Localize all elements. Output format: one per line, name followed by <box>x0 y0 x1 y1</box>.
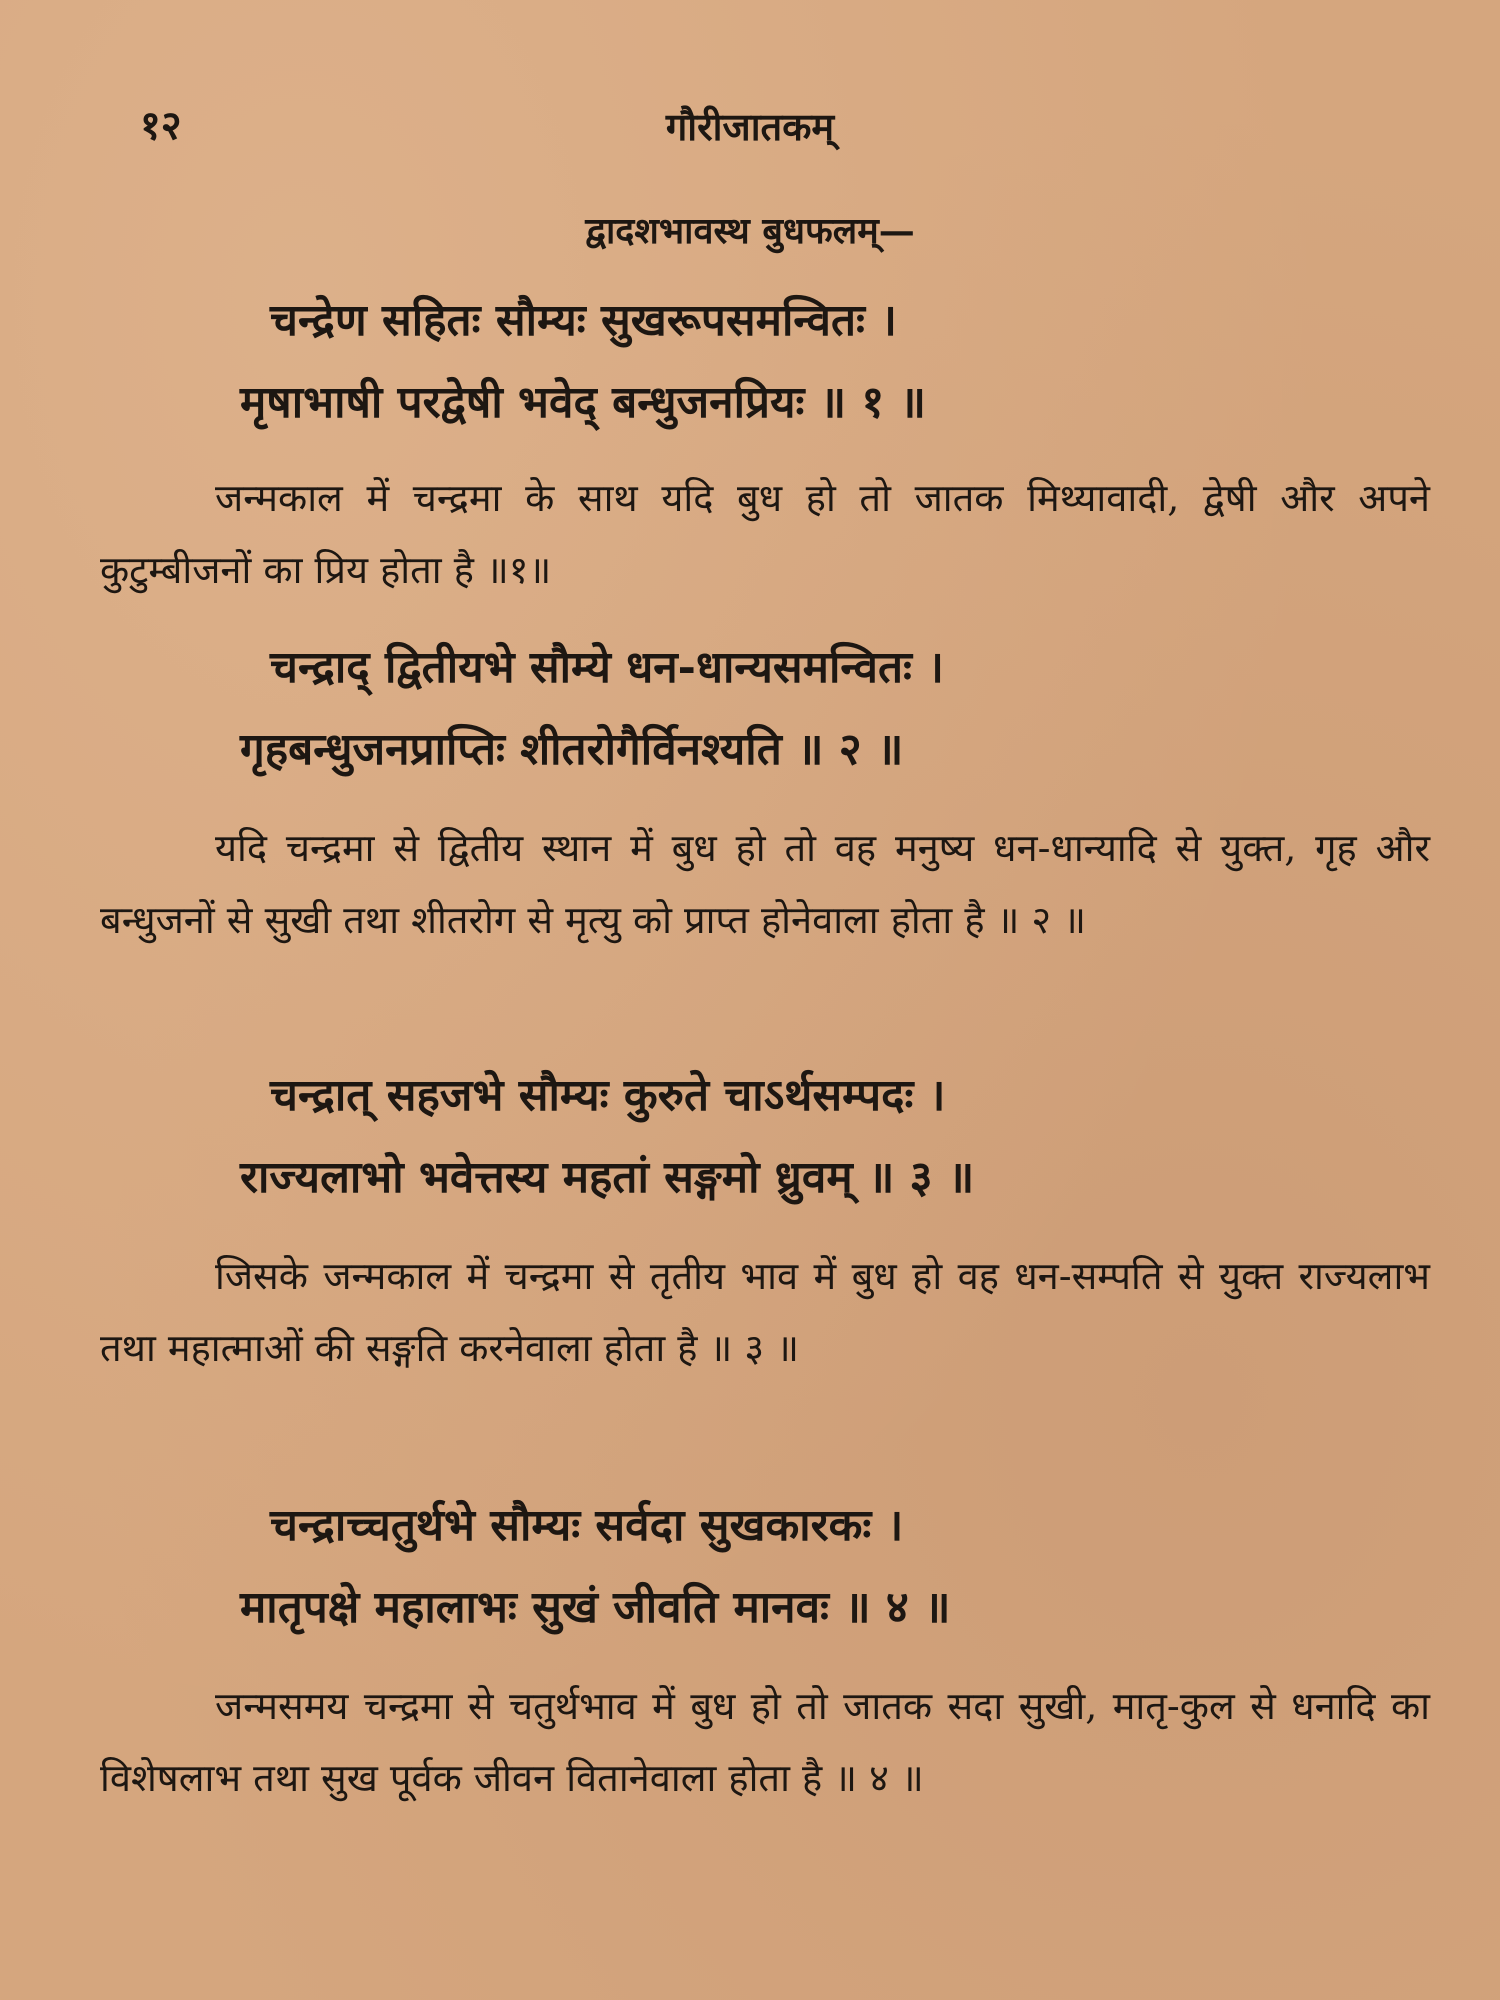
verse-1-line-1: चन्द्रेण सहितः सौम्यः सुखरूपसमन्वितः । <box>270 295 897 346</box>
running-title: गौरीजातकम् <box>665 104 835 149</box>
commentary-1: जन्मकाल में चन्द्रमा के साथ यदि बुध हो तो जातक मिथ्यावादी, द्वेषी और अपने कुटुम्बीजनों का प्रिय होता है ॥१॥ <box>100 476 1430 592</box>
verse-3-line-1: चन्द्रात् सहजभे सौम्यः कुरुते चाऽर्थसम्पदः । <box>270 1070 946 1121</box>
verse-1 <box>240 280 1420 444</box>
verse-3-line-2: राज्यलाभो भवेत्तस्य महतां सङ्गमो ध्रुवम् ॥ ३ ॥ <box>240 1152 975 1203</box>
commentary-3: जिसके जन्मकाल में चन्द्रमा से तृतीय भाव में बुध हो वह धन-सम्पति से युक्त राज्यलाभ तथा महात्माओं की सङ्गति करनेवाला होता है ॥ ३ ॥ <box>100 1254 1430 1370</box>
section-heading: द्वादशभावस्थ बुधफलम्— <box>585 210 915 252</box>
verse-4 <box>240 1485 1420 1649</box>
verse-2-line-2: गृहबन्धुजनप्राप्तिः शीतरोगैर्विनश्यति ॥ २ ॥ <box>240 724 904 775</box>
verse-2 <box>240 627 1420 791</box>
verse-1-line-2: मृषाभाषी परद्वेषी भवेद् बन्धुजनप्रियः ॥ १ ॥ <box>240 377 926 428</box>
verse-2-line-1: चन्द्राद् द्वितीयभे सौम्ये धन-धान्यसमन्वितः । <box>270 642 944 693</box>
verse-3 <box>240 1055 1420 1219</box>
verse-4-line-1: चन्द्राच्चतुर्थभे सौम्यः सर्वदा सुखकारकः । <box>270 1500 904 1551</box>
page-number: १२ <box>140 102 182 149</box>
verse-4-line-2: मातृपक्षे महालाभः सुखं जीवति मानवः ॥ ४ ॥ <box>240 1582 951 1633</box>
commentary-2: यदि चन्द्रमा से द्वितीय स्थान में बुध हो तो वह मनुष्य धन-धान्यादि से युक्त, गृह और बन्धुजनों से सुखी तथा शीतरोग से मृत्यु को प्राप्त होनेवाला होता है ॥ २ ॥ <box>100 826 1430 942</box>
commentary-4: जन्मसमय चन्द्रमा से चतुर्थभाव में बुध हो तो जातक सदा सुखी, मातृ-कुल से धनादि का विशेषलाभ तथा सुख पूर्वक जीवन वितानेवाला होता है ॥ ४ ॥ <box>100 1684 1430 1800</box>
